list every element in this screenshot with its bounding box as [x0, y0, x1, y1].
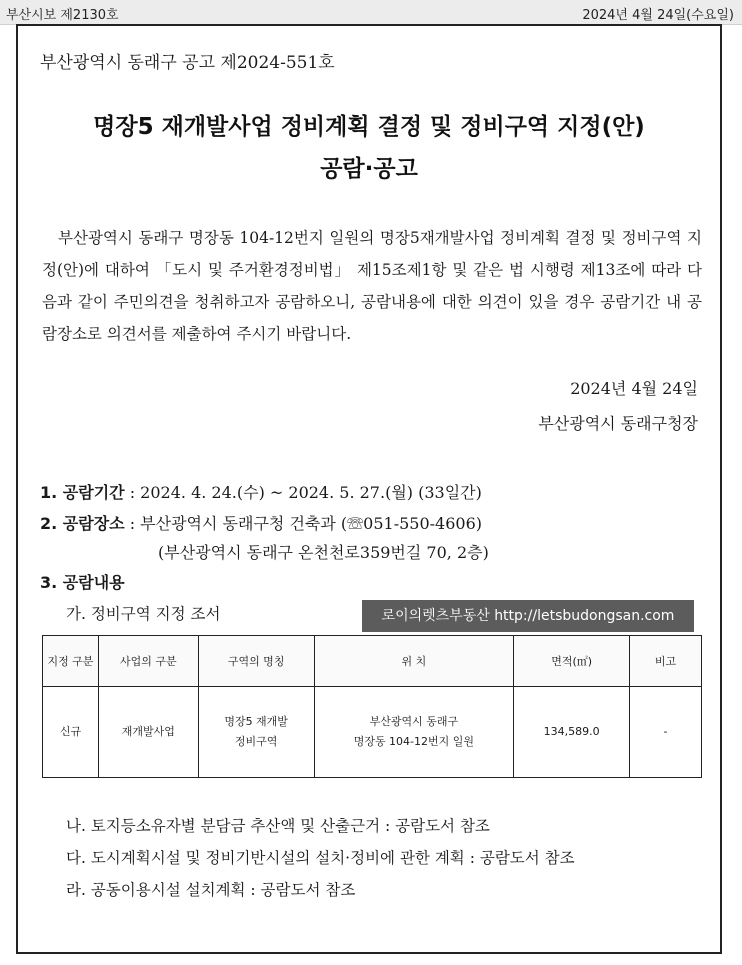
cell-project-type: 재개발사업	[98, 687, 198, 778]
notice-number: 부산광역시 동래구 공고 제2024-551호	[40, 53, 335, 73]
period-label: 1. 공람기간	[40, 483, 125, 502]
header-zone-name: 구역의 명칭	[198, 636, 314, 687]
notice-body: 부산광역시 동래구 명장동 104-12번지 일원의 명장5재개발사업 정비계획 결정 및 정비구역 지정(안)에 대하여 「도시 및 주거환경정비법」 제15조제1항 및 같은 법 시행령 제13조에 따라 다음과 같이 주민의견을 청취하고자 공람하오니, 공람내용에 대한 의견이 있을 경우 공람기간 내 공람장소로 의견서를 제출하여 주시기 바랍니다.	[42, 229, 702, 343]
watermark-banner: 로이의렛츠부동산 http://letsbudongsan.com	[362, 600, 694, 632]
cell-area: 134,589.0	[514, 687, 630, 778]
period-item	[40, 480, 482, 503]
subitem-ga: 가. 정비구역 지정 조서	[66, 605, 221, 623]
subitem-ra: 라. 공동이용시설 설치계획 : 공람도서 참조	[66, 881, 356, 899]
place-label: 2. 공람장소	[40, 514, 125, 533]
notice-subtitle: 공람·공고	[320, 156, 418, 182]
subitem-na: 나. 토지등소유자별 분담금 추산액 및 산출근거 : 공람도서 참조	[66, 817, 490, 835]
header-area: 면적(㎡)	[514, 636, 630, 687]
publication-number: 부산시보 제2130호	[6, 8, 119, 23]
notice-date: 2024년 4월 24일	[570, 379, 698, 398]
place-value: : 부산광역시 동래구청 건축과 (☏051-550-4606)	[129, 514, 483, 533]
notice-title: 명장5 재개발사업 정비계획 결정 및 정비구역 지정(안)	[93, 114, 645, 140]
cell-location	[314, 687, 514, 778]
cell-remark: -	[630, 687, 702, 778]
location-line1: 부산광역시 동래구	[369, 715, 459, 728]
publication-date: 2024년 4월 24일(수요일)	[582, 8, 734, 23]
subitem-da: 다. 도시계획시설 및 정비기반시설의 설치·정비에 관한 계획 : 공람도서 참조	[66, 849, 575, 867]
header-remark: 비고	[630, 636, 702, 687]
zone-name-line1: 명장5 재개발	[224, 715, 288, 728]
place-address: (부산광역시 동래구 온천천로359번길 70, 2층)	[158, 543, 489, 562]
content-label: 3. 공람내용	[40, 573, 125, 592]
header-location: 위 치	[314, 636, 514, 687]
place-item	[40, 511, 482, 534]
zone-name-line2: 정비구역	[234, 735, 278, 748]
notice-frame	[16, 24, 722, 954]
period-value: : 2024. 4. 24.(수) ~ 2024. 5. 27.(월) (33일간)	[129, 483, 482, 502]
table-header-row	[43, 636, 702, 687]
header-designation: 지정 구분	[43, 636, 99, 687]
header-project-type: 사업의 구분	[98, 636, 198, 687]
cell-zone-name	[198, 687, 314, 778]
publication-header	[0, 0, 742, 25]
content-item	[40, 570, 125, 593]
zone-designation-table	[42, 635, 702, 778]
cell-designation: 신규	[43, 687, 99, 778]
location-line2: 명장동 104-12번지 일원	[353, 735, 475, 748]
table-row	[43, 687, 702, 778]
notice-signer: 부산광역시 동래구청장	[538, 414, 698, 433]
